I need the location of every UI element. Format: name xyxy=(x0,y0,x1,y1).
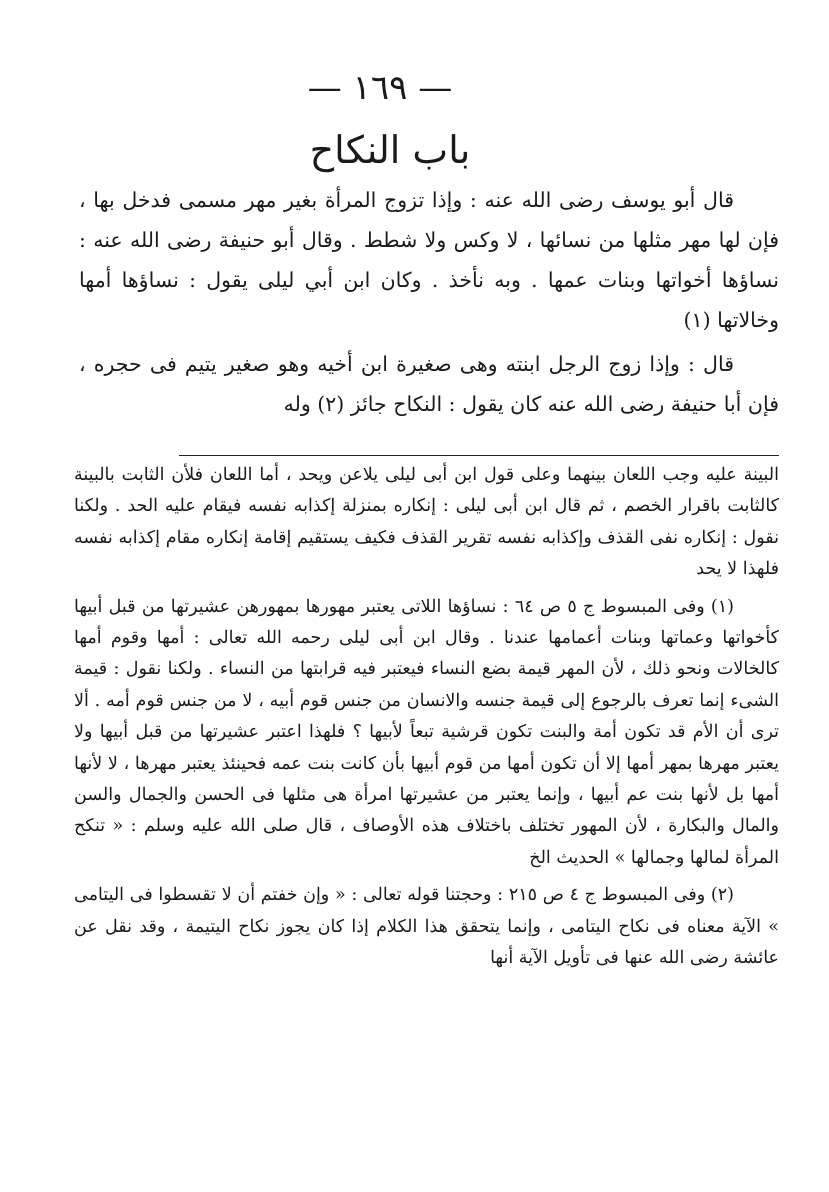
chapter-title: باب النكاح xyxy=(309,128,471,172)
main-paragraph-1: قال أبو يوسف رضى الله عنه : وإذا تزوج المرأة بغير مهر مسمى فدخل بها ، فإن لها مهر مثلها من نسائها ، لا وكس ولا شطط . وقال أبو حنيفة رضى الله عنه : نساؤها أخواتها وبنات عمها . وبه نأخذ . وكان ابن أبي ليلى يقول : نساؤها أمها وخالاتها (١) xyxy=(79,188,779,332)
footnote-1: (١) وفى المبسوط ج ٥ ص ٦٤ : نساؤها اللاتى يعتبر مهورها بمهورهن عشيرتها من قبل أبيها كأخواتها وعماتها وبنات أعمامها عندنا . وقال ابن أبى ليلى رحمه الله تعالى : أمها وقوم أمها كالخالات ونحو ذلك ، لأن المهر قيمة بضع النساء فيعتبر فيه قرابتها من النساء . ولكنا نقول : قيمة الشىء إنما تعرف بالرجوع إلى قيمة جنسه والانسان من جنس قوم أبيه ، لا من جنس قوم أمه . ألا ترى أن الأم قد تكون أمة والبنت تكون قرشية تبعاً لأبيها ؟ فلهذا اعتبر عشيرتها من قبل أبيها ولا يعتبر مهرها بمهر أمها إلا أن تكون أمها من قوم أبيها بأن كانت بنت عمه فحينئذ يعتبر مهرها ، لا لأنها أمها بل لأنها بنت عم أبيها ، وإنما يعتبر من عشيرتها امرأة هى مثلها فى الحسن والجمال والسن والمال والبكارة ، لأن المهور تختلف باختلاف هذه الأوصاف ، قال صلى الله عليه وسلم : « تنكح المرأة لمالها وجمالها » الحديث الخ xyxy=(74,596,779,868)
page-number: — ١٦٩ — xyxy=(307,68,453,108)
footnote-separator xyxy=(179,455,779,456)
footnotes xyxy=(74,460,779,975)
continued-footnote: البينة عليه وجب اللعان بينهما وعلى قول ابن أبى ليلى يلاعن ويحد ، أما اللعان فلأن الثابت بالبينة كالثابت باقرار الخصم ، ثم قال ابن أبى ليلى : إنكاره بمنزلة إكذابه نفسه فيقام عليه الحد . ولكنا نقول : إنكاره نفى القذف وإكذابه نفسه تقرير القذف فكيف يستقيم إقامة إنكاره مقام إكذابه نفسه فلهذا لا يحد xyxy=(74,465,779,580)
main-text xyxy=(79,180,779,428)
footnote-2: (٢) وفى المبسوط ج ٤ ص ٢١٥ : وحجتنا قوله تعالى : « وإن خفتم أن لا تقسطوا فى اليتامى » الآية معناه فى نكاح اليتامى ، وإنما يتحقق هذا الكلام إذا كان يجوز نكاح اليتيمة ، وقد نقل عن عائشة رضى الله عنها فى تأويل الآية أنها xyxy=(74,885,779,969)
main-paragraph-2: قال : وإذا زوج الرجل ابنته وهى صغيرة ابن أخيه وهو صغير يتيم فى حجره ، فإن أبا حنيفة رضى الله عنه كان يقول : النكاح جائز (٢) وله xyxy=(79,352,779,416)
